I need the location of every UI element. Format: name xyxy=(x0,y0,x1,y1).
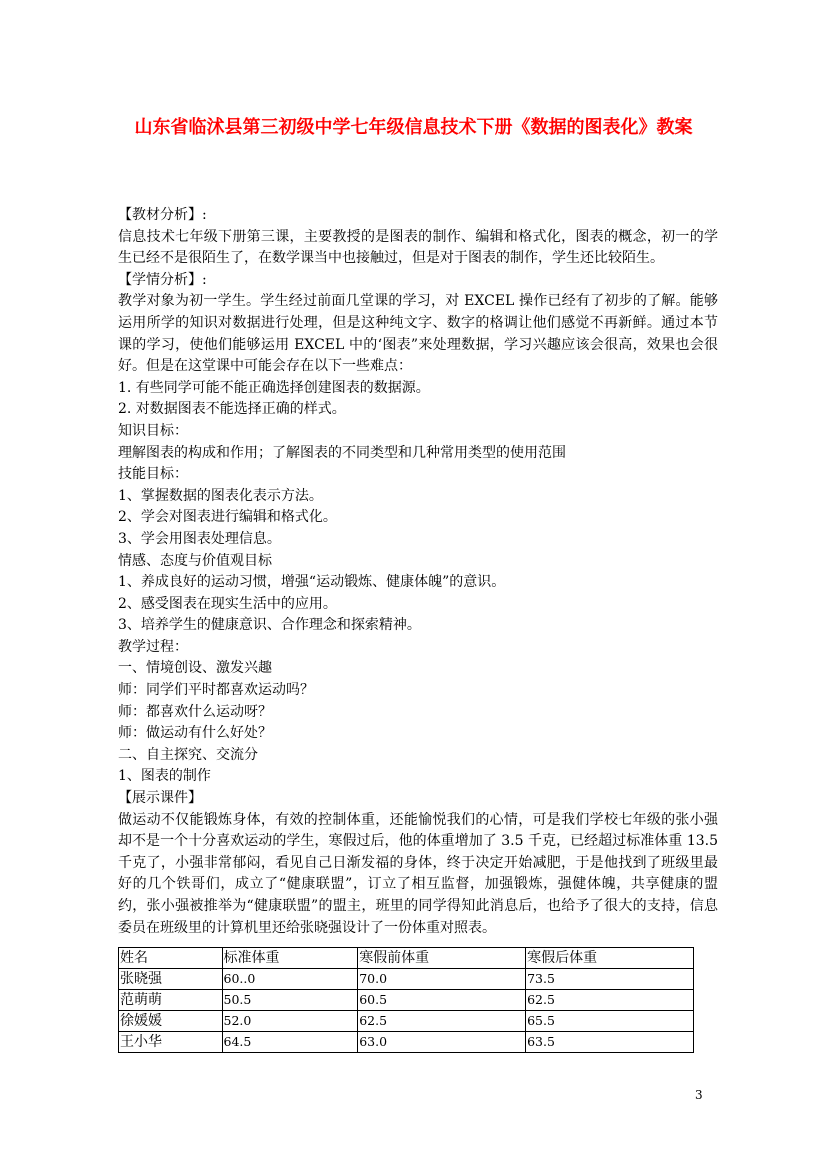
subheading: 一、情境创设、激发兴趣 xyxy=(118,660,272,677)
subheading: 二、自主探究、交流分 xyxy=(118,746,258,763)
paragraph: 做运动不仅能锻炼身体，有效的控制体重，还能愉悦我们的心情，可是我们学校七年级的张小强却不是一个十分喜欢运动的学生，寒假过后，他的体重增加了 3.5 千克，已经超过标准体重 13.5 千克了，小强非常郁闷，看见自己日渐发福的身体，终于决定开始减肥，于是他找到了班级里最好的几个铁哥们，成立了“健康联盟”，订立了相互监督，加强锻炼，强健体魄，共享健康的盟约，张小强被推举为“健康联盟”的盟主，班里的同学得知此消息后，也给予了很大的支持，信息委员在班级里的计算机里还给张晓强设计了一份体重对照表。 xyxy=(118,811,718,936)
table-header-cell: 姓名 xyxy=(119,948,223,969)
subheading: 1、图表的制作 xyxy=(118,768,211,785)
table-cell: 64.5 xyxy=(222,1032,358,1053)
table-row xyxy=(119,1032,694,1053)
weight-table xyxy=(118,947,694,1053)
table-cell: 范萌萌 xyxy=(119,990,223,1011)
list-item: 3、学会用图表处理信息。 xyxy=(118,530,281,547)
list-item: 1、养成良好的运动习惯，增强“运动锻炼、健康体魄”的意识。 xyxy=(118,574,506,591)
dialogue-line: 师：同学们平时都喜欢运动吗？ xyxy=(118,682,314,699)
list-item: 2、感受图表在现实生活中的应用。 xyxy=(118,595,337,612)
document-title: 山东省临沭县第三初级中学七年级信息技术下册《数据的图表化》教案 xyxy=(134,117,693,138)
section-heading-knowledge-goals: 知识目标： xyxy=(118,422,188,439)
table-cell: 60..0 xyxy=(222,969,358,990)
table-cell: 70.0 xyxy=(358,969,526,990)
table-cell: 60.5 xyxy=(358,990,526,1011)
table-header-row xyxy=(119,948,694,969)
list-item: 2. 对数据图表不能选择正确的样式。 xyxy=(118,401,346,418)
table-cell: 63.0 xyxy=(358,1032,526,1053)
table-cell: 50.5 xyxy=(222,990,358,1011)
paragraph: 理解图表的构成和作用；了解图表的不同类型和几种常用类型的使用范围 xyxy=(118,444,566,461)
table-cell: 王小华 xyxy=(119,1032,223,1053)
table-header-cell: 寒假前体重 xyxy=(358,948,526,969)
section-heading-textbook-analysis: 【教材分析】: xyxy=(118,207,207,223)
section-heading-skill-goals: 技能目标： xyxy=(118,466,188,483)
list-item: 1. 有些同学可能不能正确选择创建图表的数据源。 xyxy=(118,379,430,396)
list-item: 1、掌握数据的图表化表示方法。 xyxy=(118,487,323,504)
section-heading-attitude-goals: 情感、态度与价值观目标 xyxy=(118,552,272,569)
table-row xyxy=(119,1011,694,1032)
table-cell: 65.5 xyxy=(526,1011,694,1032)
table-cell: 徐媛媛 xyxy=(119,1011,223,1032)
section-heading-teaching-process: 教学过程： xyxy=(118,638,188,655)
table-cell: 62.5 xyxy=(358,1011,526,1032)
table-header-cell: 寒假后体重 xyxy=(526,948,694,969)
paragraph: 教学对象为初一学生。学生经过前面几堂课的学习，对 EXCEL 操作已经有了初步的了解。能够运用所学的知识对数据进行处理，但是这种纯文字、数字的格调让他们感觉不再新鲜。通过本节课的学习，使他们能够运用 EXCEL 中的‘图表”来处理数据，学习兴趣应该会很高，效果也会很好。但是在这堂课中可能会存在以下一些难点： xyxy=(118,293,718,375)
table-cell: 张晓强 xyxy=(119,969,223,990)
table-cell: 52.0 xyxy=(222,1011,358,1032)
page-number: 3 xyxy=(695,1088,703,1102)
table-cell: 62.5 xyxy=(526,990,694,1011)
document-body xyxy=(118,205,718,939)
table-row xyxy=(119,969,694,990)
dialogue-line: 师：做运动有什么好处？ xyxy=(118,725,272,742)
table-cell: 73.5 xyxy=(526,969,694,990)
paragraph: 信息技术七年级下册第三课，主要教授的是图表的制作、编辑和格式化，图表的概念，初一的学生已经不是很陌生了，在数学课当中也接触过，但是对于图表的制作，学生还比较陌生。 xyxy=(118,228,718,267)
list-item: 2、学会对图表进行编辑和格式化。 xyxy=(118,509,337,526)
table-cell: 63.5 xyxy=(526,1032,694,1053)
list-item: 3、培养学生的健康意识、合作理念和探索精神。 xyxy=(118,617,421,634)
section-heading-courseware: 【展示课件】 xyxy=(118,790,202,807)
section-heading-student-analysis: 【学情分析】: xyxy=(118,271,207,288)
table-row xyxy=(119,990,694,1011)
table-header-cell: 标准体重 xyxy=(222,948,358,969)
dialogue-line: 师：都喜欢什么运动呀？ xyxy=(118,703,272,720)
